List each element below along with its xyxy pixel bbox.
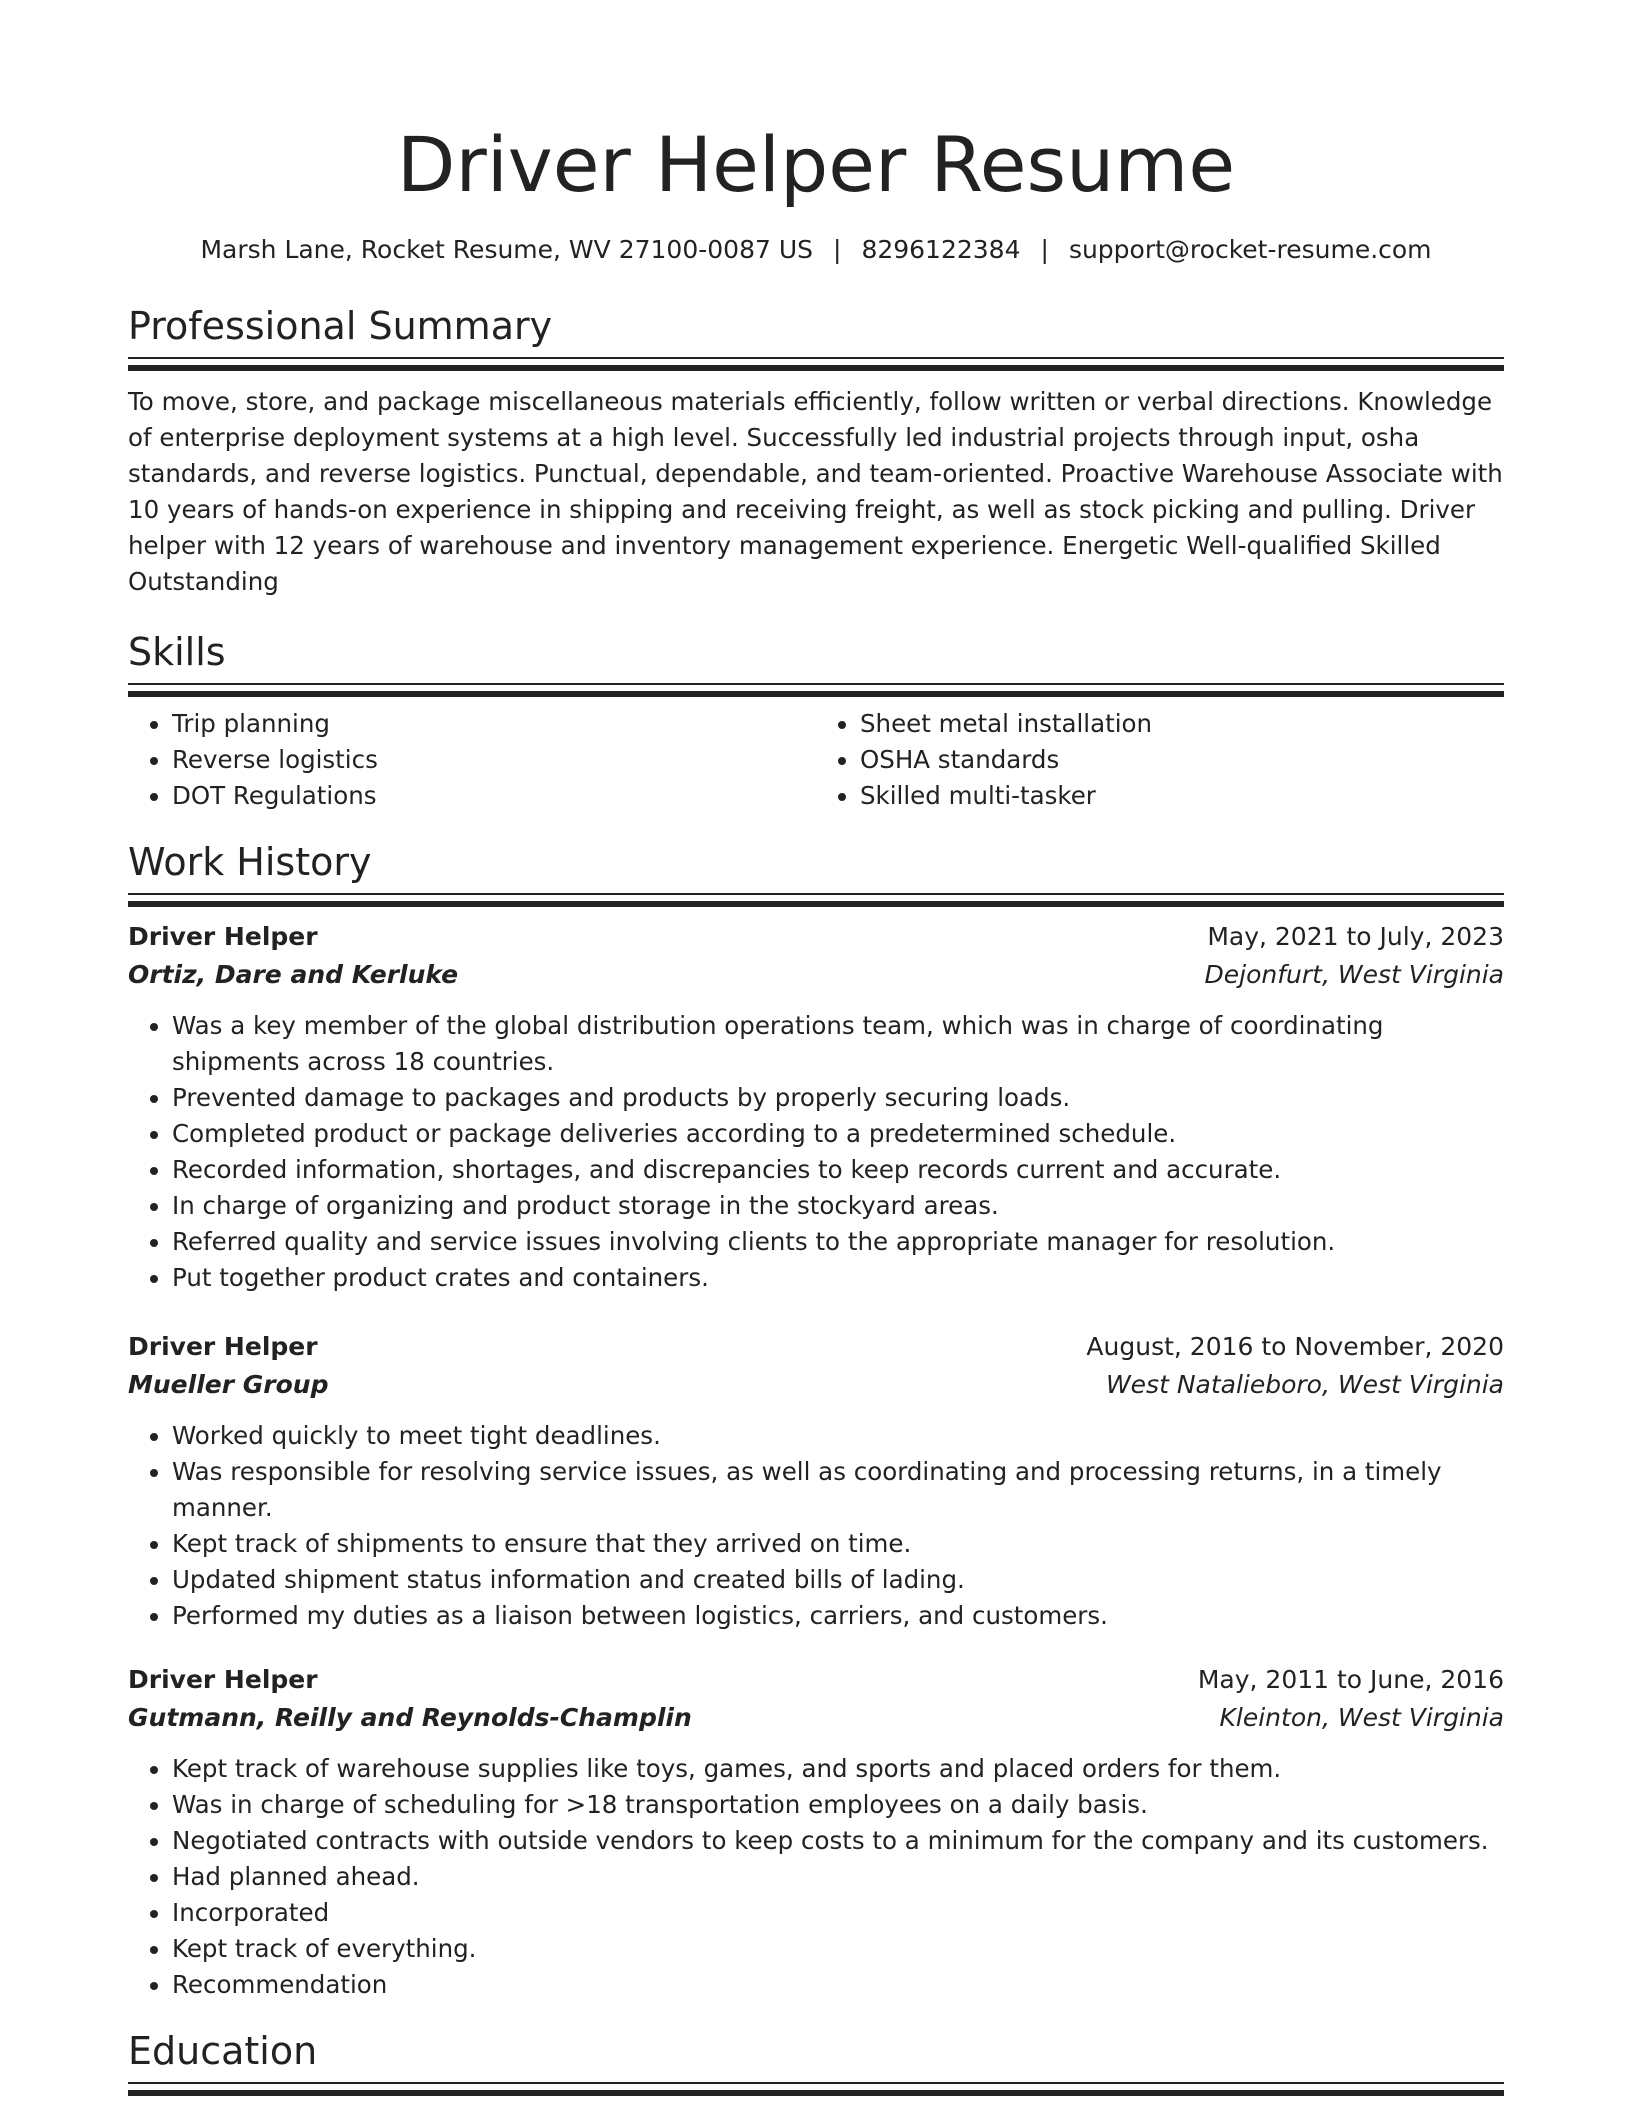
job-bullet: • Kept track of everything.	[172, 1931, 1504, 1967]
section-divider	[128, 357, 1504, 371]
job-company-row	[128, 1699, 1504, 1737]
job-header-row	[128, 918, 1504, 956]
resume-page	[128, 0, 1504, 2096]
contact-separator: |	[1040, 235, 1049, 264]
job-company-row	[128, 1366, 1504, 1404]
section-divider	[128, 893, 1504, 907]
job-bullet: • Was responsible for resolving service issues, as well as coordinating and processing returns, in a timely manner.	[172, 1454, 1504, 1526]
section-divider	[128, 683, 1504, 697]
job-location: Dejonfurt, West Virginia	[1204, 960, 1504, 989]
job-company-row	[128, 956, 1504, 994]
job-location: West Natalieboro, West Virginia	[1105, 1370, 1504, 1399]
summary-text: To move, store, and package miscellaneous materials efficiently, follow written or verbal directions. Knowledge of enterprise deployment systems at a high level. Successfully led industrial projects through input, osha standards, and reverse logistics. Punctual, dependable, and team-oriented. Proactive Warehouse Associate with 10 years of hands-on experience in shipping and receiving freight, as well as stock picking and pulling. Driver helper with 12 years of warehouse and inventory management experience. Energetic Well-qualified Skilled Outstanding	[128, 387, 1503, 596]
contact-email: support@rocket-resume.com	[1068, 235, 1432, 264]
summary-section	[128, 300, 1504, 600]
job-bullet: • Kept track of shipments to ensure that they arrived on time.	[172, 1526, 1504, 1562]
skills-list-left	[128, 706, 816, 814]
contact-address: Marsh Lane, Rocket Resume, WV 27100-0087 US	[200, 235, 813, 264]
job-dates: May, 2021 to July, 2023	[1207, 922, 1504, 951]
skill-item: • Trip planning	[172, 706, 816, 742]
job-title: Driver Helper	[128, 1332, 318, 1361]
work-history-section	[128, 836, 1504, 2003]
education-heading: Education	[128, 2029, 318, 2073]
contact-phone: 8296122384	[861, 235, 1021, 264]
resume-title: Driver Helper Resume	[396, 120, 1236, 209]
skills-list-right	[816, 706, 1504, 814]
job-bullet: • Referred quality and service issues involving clients to the appropriate manager for resolution.	[172, 1224, 1504, 1260]
job-bullet: • Updated shipment status information and created bills of lading.	[172, 1562, 1504, 1598]
skill-item: • Reverse logistics	[172, 742, 816, 778]
job-title: Driver Helper	[128, 922, 318, 951]
job-company: Ortiz, Dare and Kerluke	[128, 960, 459, 989]
job-bullet: • Was in charge of scheduling for >18 transportation employees on a daily basis.	[172, 1787, 1504, 1823]
job-bullet: • Completed product or package deliveries according to a predetermined schedule.	[172, 1116, 1504, 1152]
job-bullet: • Was a key member of the global distribution operations team, which was in charge of coordinating shipments across 18 countries.	[172, 1008, 1504, 1080]
skills-heading: Skills	[128, 630, 226, 674]
job-bullet: • Prevented damage to packages and products by properly securing loads.	[172, 1080, 1504, 1116]
skill-item: • DOT Regulations	[172, 778, 816, 814]
job-entry	[128, 1661, 1504, 2003]
job-bullet: • In charge of organizing and product storage in the stockyard areas.	[172, 1188, 1504, 1224]
job-bullet: • Performed my duties as a liaison between logistics, carriers, and customers.	[172, 1598, 1504, 1634]
job-entry	[128, 1328, 1504, 1634]
job-company: Gutmann, Reilly and Reynolds-Champlin	[128, 1703, 692, 1732]
job-bullet: • Put together product crates and containers.	[172, 1260, 1504, 1296]
job-header-row	[128, 1661, 1504, 1699]
job-dates: May, 2011 to June, 2016	[1197, 1665, 1504, 1694]
contact-separator: |	[833, 235, 842, 264]
job-bullet: • Recommendation	[172, 1967, 1504, 2003]
job-bullet: • Incorporated	[172, 1895, 1504, 1931]
work-history-heading: Work History	[128, 840, 372, 884]
job-header-row	[128, 1328, 1504, 1366]
job-bullet: • Recorded information, shortages, and discrepancies to keep records current and accurate.	[172, 1152, 1504, 1188]
job-bullet: • Kept track of warehouse supplies like toys, games, and sports and placed orders for them.	[172, 1751, 1504, 1787]
job-entry	[128, 918, 1504, 1296]
job-bullet: • Negotiated contracts with outside vendors to keep costs to a minimum for the company and its customers.	[172, 1823, 1504, 1859]
job-bullet: • Had planned ahead.	[172, 1859, 1504, 1895]
job-bullets	[128, 1751, 1504, 2003]
job-bullet: • Worked quickly to meet tight deadlines.	[172, 1418, 1504, 1454]
job-title: Driver Helper	[128, 1665, 318, 1694]
job-location: Kleinton, West Virginia	[1219, 1703, 1504, 1732]
skill-item: • Sheet metal installation	[860, 706, 1504, 742]
skill-item: • Skilled multi-tasker	[860, 778, 1504, 814]
skill-item: • OSHA standards	[860, 742, 1504, 778]
job-bullets	[128, 1008, 1504, 1296]
education-section	[128, 2025, 1504, 2096]
job-dates: August, 2016 to November, 2020	[1086, 1332, 1504, 1361]
job-bullets	[128, 1418, 1504, 1634]
skills-section	[128, 626, 1504, 814]
contact-line	[128, 232, 1504, 268]
job-company: Mueller Group	[128, 1370, 329, 1399]
section-divider	[128, 2082, 1504, 2096]
skills-grid	[128, 706, 1504, 814]
summary-heading: Professional Summary	[128, 304, 553, 348]
